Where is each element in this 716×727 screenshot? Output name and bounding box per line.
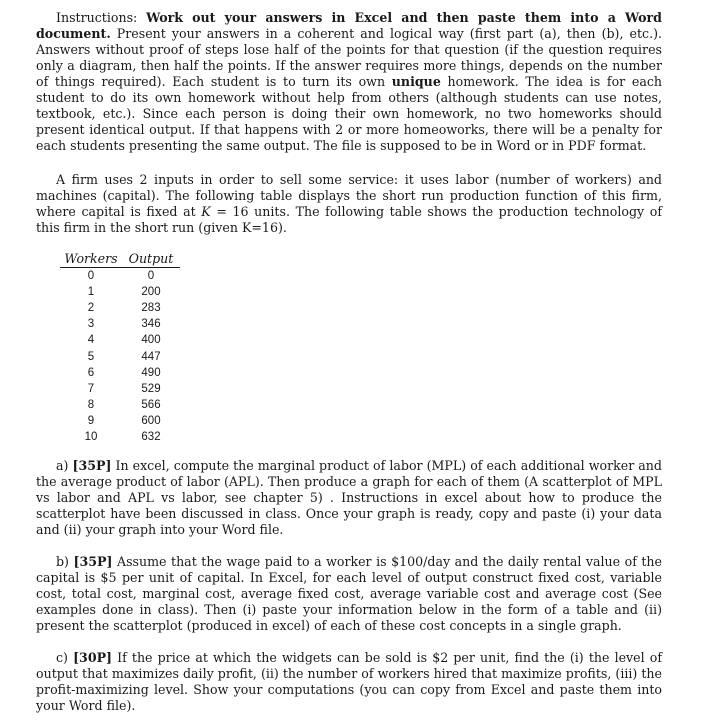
table-header-row (60, 250, 180, 268)
cell-output: 632 (141, 430, 161, 443)
cell-output: 529 (141, 382, 161, 395)
instructions-bold-directive: Work out your answers in Excel and then paste them into a Word document. (36, 10, 662, 41)
cell-output: 346 (141, 318, 161, 331)
cell-workers: 2 (87, 302, 95, 315)
cell-workers: 1 (87, 286, 95, 299)
question-a-text: In excel, compute the marginal product of labor (MPL) of each additional worker and the average product of labor (APL). Then produce a graph for each of them (A scatterplot of MPL vs labor and APL vs labor, see chapter 5) . Instructions in excel about how to produce the scatterplot have been discussed in class. Once your graph is ready, copy and paste (i) your data and (ii) your graph into your Word file. (36, 458, 662, 537)
cell-workers: 3 (87, 318, 95, 331)
question-c-text: If the price at which the widgets can be sold is $2 per unit, find the (i) the level of output that maximizes daily profit, (ii) the number of workers hired that maximize profits, (iii) the profit-maximizing level. Show your computations (you can copy from Excel and paste them into your Word file). (36, 650, 662, 713)
table-row (60, 284, 180, 300)
question-a-points: [35P] (72, 458, 112, 473)
header-output: Output (122, 250, 180, 268)
cell-workers: 4 (87, 334, 95, 347)
table-row (60, 413, 180, 429)
header-workers: Workers (60, 250, 122, 268)
instructions-text-part1: Present your answers in a coherent and logical way (first part (a), then (b), etc.). Answers without proof of steps lose half of the points for that question (if the question requires only a diagram, then half the points. If the answer requires more things, depends on the number of things required). Each student is to turn its own (36, 26, 662, 89)
question-b-prefix: b) (56, 554, 69, 569)
cell-workers: 9 (87, 414, 95, 427)
cell-output: 447 (141, 350, 161, 363)
question-c-paragraph (36, 650, 662, 714)
table-row (60, 348, 180, 364)
table-row (60, 397, 180, 413)
table-row (60, 268, 180, 285)
question-a-prefix: a) (56, 458, 69, 473)
instructions-text-part2: homework. The idea is for each student to do its own homework without help from others (although students can use notes, textbook, etc.). Since each person is doing their own homework, no two homeworks should present identical output. If that happens with 2 or more homeoworks, there will be a penalty for each students presenting the same output. The file is supposed to be in Word or in PDF format. (36, 74, 662, 153)
table-row (60, 316, 180, 332)
instructions-unique-word: unique (391, 74, 441, 89)
instructions-lead: Instructions: (56, 10, 138, 25)
production-table (60, 250, 180, 445)
cell-workers: 6 (87, 366, 95, 379)
cell-workers: 7 (87, 382, 95, 395)
cell-output: 0 (147, 270, 155, 283)
question-a-paragraph (36, 458, 662, 538)
intro-text-part1: A firm uses 2 inputs in order to sell some service: it uses labor (number of workers) and machines (capital). The following table displays the short run production function of this firm, where capital is fixed at (36, 172, 662, 219)
question-b-text: Assume that the wage paid to a worker is $100/day and the daily rental value of the capital is $5 per unit of capital. In Excel, for each level of output construct fixed cost, variable cost, total cost, marginal cost, average fixed cost, average variable cost and average cost (See examples done in class). Then (i) paste your information below in the form of a table and (ii) present the scatterplot (produced in excel) of each of these cost concepts in a single graph. (36, 554, 662, 633)
production-table-container (60, 250, 180, 445)
cell-workers: 10 (84, 430, 98, 443)
problem-intro-paragraph (36, 172, 662, 236)
cell-workers: 5 (87, 350, 95, 363)
table-row (60, 381, 180, 397)
question-b-paragraph (36, 554, 662, 634)
table-row (60, 300, 180, 316)
table-row (60, 365, 180, 381)
cell-output: 600 (141, 414, 161, 427)
cell-output: 200 (141, 286, 161, 299)
cell-output: 400 (141, 334, 161, 347)
cell-output: 283 (141, 302, 161, 315)
question-c-points: [30P] (73, 650, 113, 665)
table-row (60, 429, 180, 445)
cell-output: 566 (141, 398, 161, 411)
cell-output: 490 (141, 366, 161, 379)
question-b-points: [35P] (73, 554, 113, 569)
cell-workers: 0 (87, 270, 95, 283)
question-c-prefix: c) (56, 650, 68, 665)
intro-capital-symbol: K (201, 204, 211, 219)
table-row (60, 332, 180, 348)
intro-text-part2: = 16 units. The following table shows the production technology of this firm in the short run (given K=16). (36, 204, 663, 235)
cell-workers: 8 (87, 398, 95, 411)
instructions-paragraph (36, 10, 662, 154)
